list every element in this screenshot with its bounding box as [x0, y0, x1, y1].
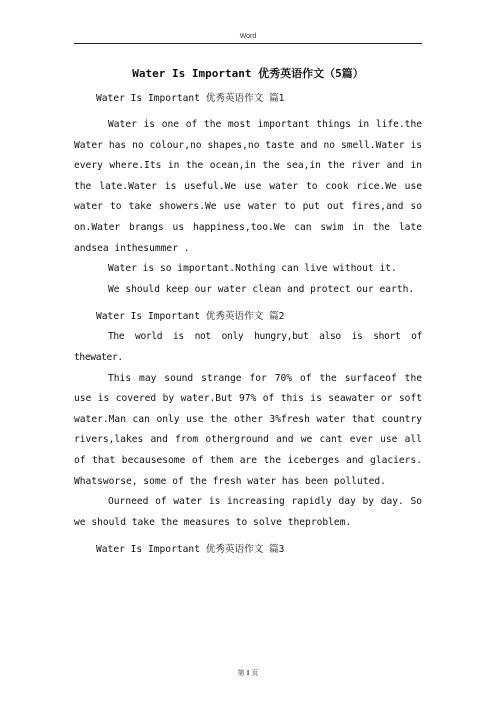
document-title: Water Is Important 优秀英语作文（5篇）: [132, 67, 364, 80]
header-app-name: Word: [239, 33, 257, 40]
document-body: [74, 58, 422, 560]
page-number: 1: [246, 669, 250, 677]
paragraph: We should keep our water clean and protect our earth.: [108, 283, 415, 295]
section-heading: Water Is Important 优秀英语作文 篇3: [96, 544, 285, 556]
section-heading: Water Is Important 优秀英语作文 篇1: [96, 93, 285, 104]
paragraph: Water is so important.Nothing can live without it.: [108, 263, 397, 275]
section-heading: Water Is Important 优秀英语作文 篇2: [96, 311, 285, 323]
footer-suffix: 页: [251, 669, 259, 677]
section-3: [74, 540, 422, 560]
paragraph: This may sound strange for 70% of the surfaceof the use is covered by water.But 97% of this is seawater or soft water.Man can only use the other 3%fresh water that country rivers,lakes and from otherground and we cant ever use all of that becausesome of them are the iceberges and glaciers. Whatsworse, some of the fresh water has been polluted.: [74, 372, 422, 487]
paragraph: Ourneed of water is increasing rapidly day by day. So we should take the measures to solve theproblem.: [74, 496, 422, 528]
header-divider: [74, 43, 422, 44]
footer-prefix: 第: [237, 669, 245, 677]
section-1: [74, 89, 422, 300]
paragraph: Water is one of the most important things in life.the Water has no colour,no shapes,no taste and no smell.Water is every where.Its in the ocean,in the sea,in the river and in the late.Water is useful.We use water to cook rice.We use water to take showers.We use water to put out fires,and so on.Water brangs us happiness,too.We can swim in the late andsea inthesummer .: [74, 119, 422, 254]
page-header: [74, 33, 422, 40]
paragraph: The world is not only hungry,but also is short of thewater.: [74, 331, 422, 363]
page-footer: [0, 668, 496, 678]
section-2: [74, 307, 422, 533]
